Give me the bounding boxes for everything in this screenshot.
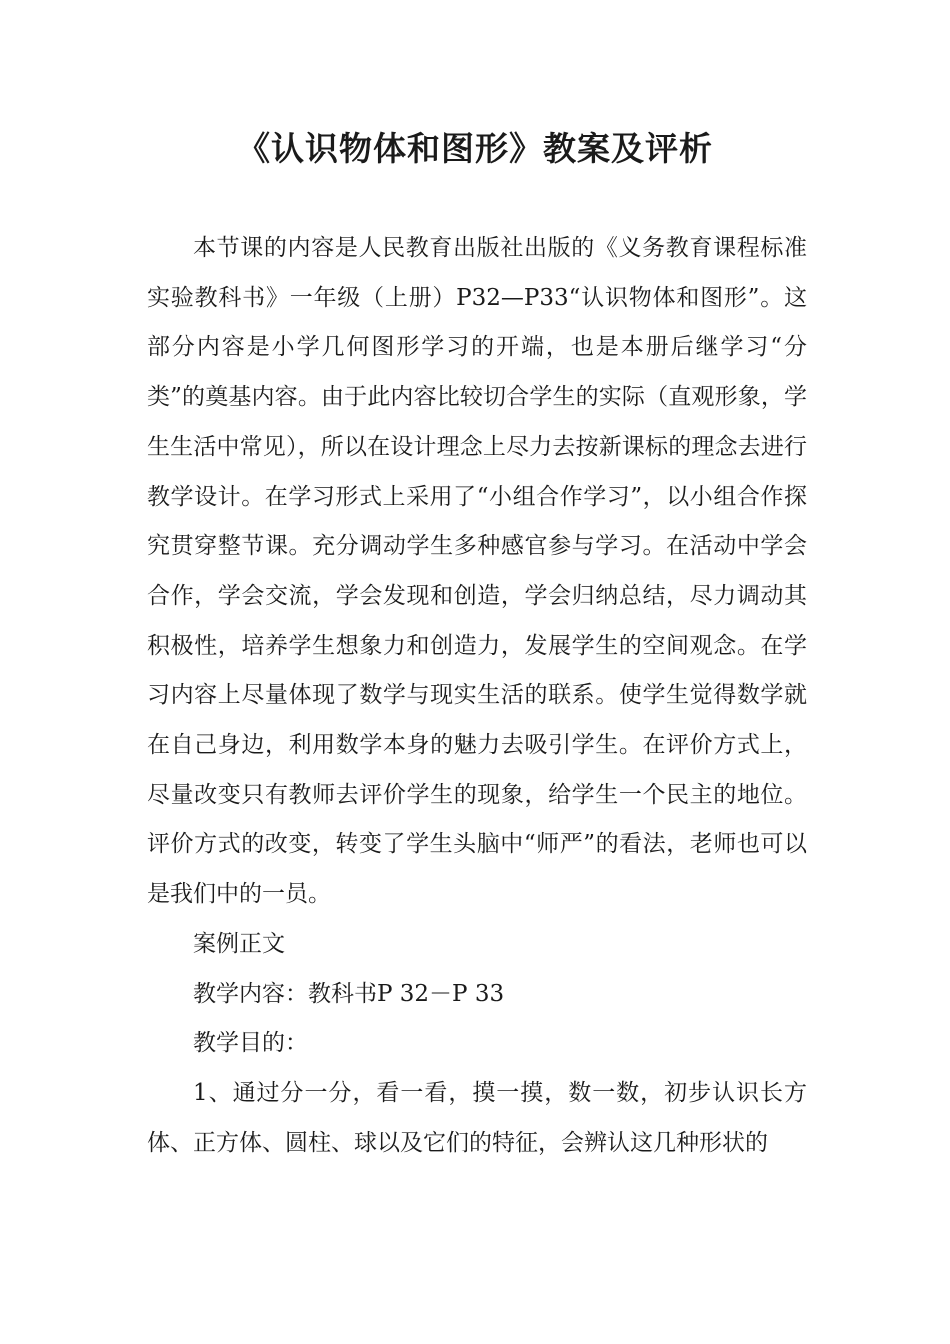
document-body [147, 224, 807, 1168]
objective-item-1: 1、通过分一分，看一看，摸一摸，数一数，初步认识长方体、正方体、圆柱、球以及它们的特征，会辨认这几种形状的 [147, 1079, 807, 1156]
case-heading: 案例正文 [193, 930, 285, 957]
teaching-content: 教学内容：教科书P 32－P 33 [193, 980, 505, 1007]
teaching-objective-heading: 教学目的： [193, 1030, 308, 1057]
intro-paragraph: 本节课的内容是人民教育出版社出版的《义务教育课程标准实验教科书》一年级（上册）P32—P33“认识物体和图形”。这部分内容是小学几何图形学习的开端，也是本册后继学习“分类”的奠基内容。由于此内容比较切合学生的实际（直观形象，学生生活中常见），所以在设计理念上尽力去按新课标的理念去进行教学设计。在学习形式上采用了“小组合作学习”，以小组合作探究贯穿整节课。充分调动学生多种感官参与学习。在活动中学会合作，学会交流，学会发现和创造，学会归纳总结，尽力调动其积极性，培养学生想象力和创造力，发展学生的空间观念。在学习内容上尽量体现了数学与现实生活的联系。使学生觉得数学就在自己身边，利用数学本身的魅力去吸引学生。在评价方式上，尽量改变只有教师去评价学生的现象，给学生一个民主的地位。评价方式的改变，转变了学生头脑中“师严”的看法，老师也可以是我们中的一员。 [147, 235, 807, 908]
document-title: 《认识物体和图形》教案及评析 [237, 129, 713, 168]
